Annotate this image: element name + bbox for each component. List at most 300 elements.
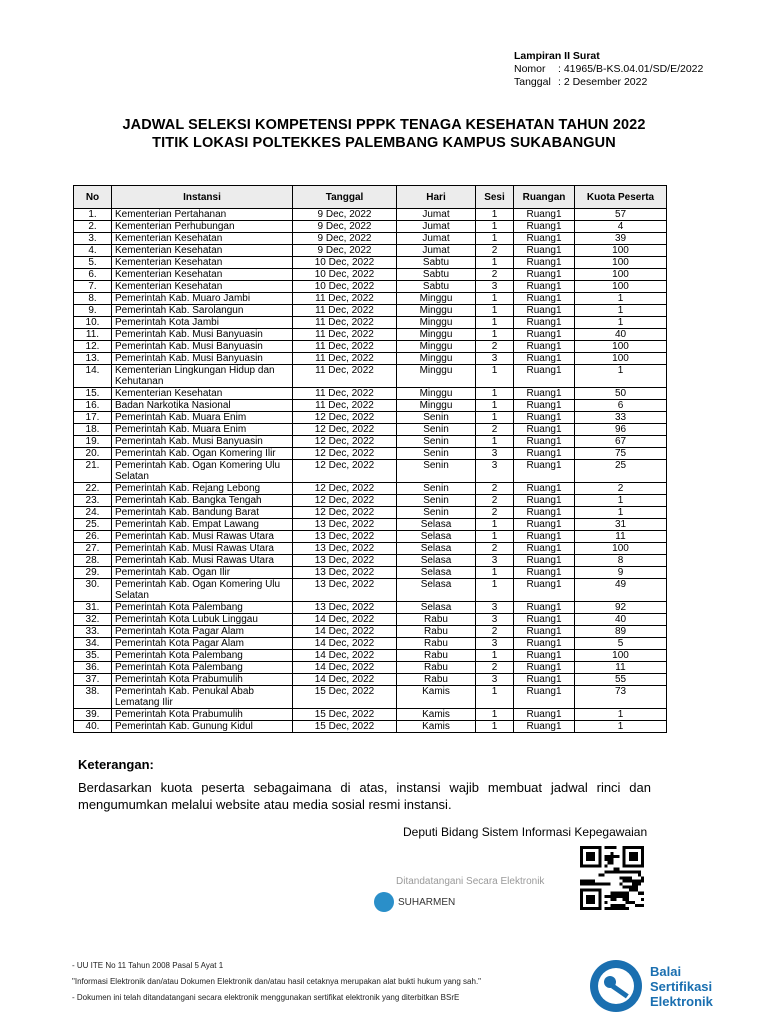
cell-kuota: 100 xyxy=(575,257,667,269)
nomor-value: : 41965/B-KS.04.01/SD/E/2022 xyxy=(558,63,704,75)
cell-kuota: 33 xyxy=(575,412,667,424)
table-row xyxy=(74,519,667,531)
cell-hari: Senin xyxy=(397,436,476,448)
cell-sesi: 1 xyxy=(476,531,514,543)
table-row xyxy=(74,531,667,543)
cell-hari: Rabu xyxy=(397,614,476,626)
cell-tanggal: 14 Dec, 2022 xyxy=(293,650,397,662)
cell-no: 24. xyxy=(74,507,112,519)
cell-tanggal: 12 Dec, 2022 xyxy=(293,448,397,460)
cell-instansi: Pemerintah Kab. Sarolangun xyxy=(112,305,293,317)
cell-instansi: Kementerian Kesehatan xyxy=(112,257,293,269)
cell-ruangan: Ruang1 xyxy=(514,555,575,567)
col-header: Tanggal xyxy=(293,186,397,209)
cell-hari: Minggu xyxy=(397,341,476,353)
cell-tanggal: 10 Dec, 2022 xyxy=(293,281,397,293)
cell-no: 16. xyxy=(74,400,112,412)
cell-kuota: 11 xyxy=(575,531,667,543)
cell-kuota: 96 xyxy=(575,424,667,436)
cell-hari: Senin xyxy=(397,448,476,460)
table-row xyxy=(74,436,667,448)
cell-tanggal: 14 Dec, 2022 xyxy=(293,662,397,674)
cell-hari: Minggu xyxy=(397,353,476,365)
cell-instansi: Pemerintah Kab. Bandung Barat xyxy=(112,507,293,519)
table-row xyxy=(74,460,667,483)
table-row xyxy=(74,674,667,686)
cell-hari: Jumat xyxy=(397,209,476,221)
cell-ruangan: Ruang1 xyxy=(514,448,575,460)
cell-sesi: 2 xyxy=(476,424,514,436)
cell-sesi: 1 xyxy=(476,412,514,424)
cell-kuota: 57 xyxy=(575,209,667,221)
cell-kuota: 1 xyxy=(575,721,667,733)
cell-kuota: 100 xyxy=(575,269,667,281)
cell-no: 14. xyxy=(74,365,112,388)
cell-sesi: 1 xyxy=(476,293,514,305)
cell-no: 17. xyxy=(74,412,112,424)
cell-sesi: 2 xyxy=(476,507,514,519)
cell-sesi: 2 xyxy=(476,543,514,555)
title-line-2: TITIK LOKASI POLTEKKES PALEMBANG KAMPUS SUKABANGUN xyxy=(152,135,616,151)
cell-no: 40. xyxy=(74,721,112,733)
cell-instansi: Badan Narkotika Nasional xyxy=(112,400,293,412)
cell-ruangan: Ruang1 xyxy=(514,388,575,400)
cell-instansi: Kementerian Pertahanan xyxy=(112,209,293,221)
cell-tanggal: 15 Dec, 2022 xyxy=(293,721,397,733)
deputi-title: Deputi Bidang Sistem Informasi Kepegawaian xyxy=(403,825,648,839)
cell-tanggal: 13 Dec, 2022 xyxy=(293,555,397,567)
table-row xyxy=(74,424,667,436)
cell-hari: Minggu xyxy=(397,293,476,305)
cell-sesi: 1 xyxy=(476,388,514,400)
tanggal-value: : 2 Desember 2022 xyxy=(558,76,648,88)
cell-no: 22. xyxy=(74,483,112,495)
table-row xyxy=(74,543,667,555)
cell-no: 29. xyxy=(74,567,112,579)
cell-ruangan: Ruang1 xyxy=(514,424,575,436)
cell-tanggal: 9 Dec, 2022 xyxy=(293,221,397,233)
cell-ruangan: Ruang1 xyxy=(514,209,575,221)
cell-hari: Senin xyxy=(397,483,476,495)
table-row xyxy=(74,602,667,614)
cell-ruangan: Ruang1 xyxy=(514,460,575,483)
cell-instansi: Pemerintah Kab. Musi Rawas Utara xyxy=(112,543,293,555)
col-header: Ruangan xyxy=(514,186,575,209)
cell-sesi: 3 xyxy=(476,448,514,460)
col-header: Kuota Peserta xyxy=(575,186,667,209)
cell-tanggal: 11 Dec, 2022 xyxy=(293,305,397,317)
signer-badge-icon xyxy=(374,892,394,912)
cell-instansi: Kementerian Kesehatan xyxy=(112,233,293,245)
table-row xyxy=(74,626,667,638)
table-row xyxy=(74,567,667,579)
table-header-row xyxy=(74,186,667,209)
table-row xyxy=(74,293,667,305)
bsre-line-3: Elektronik xyxy=(650,993,713,1009)
cell-ruangan: Ruang1 xyxy=(514,412,575,424)
cell-sesi: 1 xyxy=(476,257,514,269)
cell-tanggal: 10 Dec, 2022 xyxy=(293,257,397,269)
table-row xyxy=(74,353,667,365)
col-header: Hari xyxy=(397,186,476,209)
cell-ruangan: Ruang1 xyxy=(514,638,575,650)
cell-tanggal: 13 Dec, 2022 xyxy=(293,519,397,531)
cell-hari: Kamis xyxy=(397,721,476,733)
table-row xyxy=(74,412,667,424)
title-line-1: JADWAL SELEKSI KOMPETENSI PPPK TENAGA KESEHATAN TAHUN 2022 xyxy=(122,117,646,133)
cell-ruangan: Ruang1 xyxy=(514,674,575,686)
cell-sesi: 3 xyxy=(476,555,514,567)
cell-instansi: Pemerintah Kab. Musi Banyuasin xyxy=(112,353,293,365)
cell-hari: Selasa xyxy=(397,519,476,531)
cell-tanggal: 12 Dec, 2022 xyxy=(293,460,397,483)
cell-kuota: 39 xyxy=(575,233,667,245)
cell-tanggal: 11 Dec, 2022 xyxy=(293,388,397,400)
cell-kuota: 2 xyxy=(575,483,667,495)
table-row xyxy=(74,507,667,519)
table-row xyxy=(74,555,667,567)
cell-sesi: 1 xyxy=(476,233,514,245)
table-body xyxy=(74,209,667,733)
cell-sesi: 1 xyxy=(476,436,514,448)
cell-instansi: Pemerintah Kab. Empat Lawang xyxy=(112,519,293,531)
cell-tanggal: 14 Dec, 2022 xyxy=(293,674,397,686)
cell-no: 26. xyxy=(74,531,112,543)
cell-instansi: Pemerintah Kab. Ogan Ilir xyxy=(112,567,293,579)
cell-instansi: Pemerintah Kota Pagar Alam xyxy=(112,638,293,650)
cell-hari: Senin xyxy=(397,495,476,507)
cell-sesi: 2 xyxy=(476,269,514,281)
cell-no: 37. xyxy=(74,674,112,686)
cell-ruangan: Ruang1 xyxy=(514,531,575,543)
cell-instansi: Kementerian Lingkungan Hidup dan Kehutanan xyxy=(112,365,293,388)
cell-ruangan: Ruang1 xyxy=(514,507,575,519)
cell-no: 15. xyxy=(74,388,112,400)
cell-sesi: 3 xyxy=(476,614,514,626)
cell-instansi: Pemerintah Kab. Ogan Komering Ulu Selatan xyxy=(112,460,293,483)
cell-hari: Jumat xyxy=(397,245,476,257)
cell-tanggal: 11 Dec, 2022 xyxy=(293,353,397,365)
cell-sesi: 3 xyxy=(476,602,514,614)
cell-no: 11. xyxy=(74,329,112,341)
footer-line-3: - Dokumen ini telah ditandatangani secara elektronik menggunakan sertifikat elektronik yang diterbitkan BSrE xyxy=(72,993,460,1002)
col-header: Instansi xyxy=(112,186,293,209)
cell-sesi: 3 xyxy=(476,674,514,686)
cell-sesi: 1 xyxy=(476,579,514,602)
cell-no: 36. xyxy=(74,662,112,674)
cell-no: 3. xyxy=(74,233,112,245)
cell-ruangan: Ruang1 xyxy=(514,245,575,257)
cell-kuota: 100 xyxy=(575,650,667,662)
table-row xyxy=(74,483,667,495)
cell-no: 12. xyxy=(74,341,112,353)
cell-kuota: 40 xyxy=(575,329,667,341)
cell-hari: Rabu xyxy=(397,662,476,674)
cell-instansi: Pemerintah Kab. Musi Banyuasin xyxy=(112,341,293,353)
cell-kuota: 1 xyxy=(575,317,667,329)
cell-instansi: Pemerintah Kab. Gunung Kidul xyxy=(112,721,293,733)
cell-tanggal: 12 Dec, 2022 xyxy=(293,483,397,495)
cell-hari: Selasa xyxy=(397,567,476,579)
cell-tanggal: 12 Dec, 2022 xyxy=(293,424,397,436)
cell-ruangan: Ruang1 xyxy=(514,519,575,531)
cell-kuota: 92 xyxy=(575,602,667,614)
cell-hari: Selasa xyxy=(397,531,476,543)
table-row xyxy=(74,329,667,341)
keterangan-title: Keterangan: xyxy=(78,757,154,772)
table-row xyxy=(74,281,667,293)
signer-block xyxy=(374,892,455,912)
cell-instansi: Pemerintah Kota Palembang xyxy=(112,602,293,614)
cell-sesi: 2 xyxy=(476,626,514,638)
cell-hari: Minggu xyxy=(397,305,476,317)
cell-ruangan: Ruang1 xyxy=(514,579,575,602)
cell-no: 5. xyxy=(74,257,112,269)
cell-tanggal: 12 Dec, 2022 xyxy=(293,436,397,448)
cell-hari: Jumat xyxy=(397,221,476,233)
cell-hari: Sabtu xyxy=(397,281,476,293)
cell-kuota: 25 xyxy=(575,460,667,483)
cell-kuota: 73 xyxy=(575,686,667,709)
cell-kuota: 67 xyxy=(575,436,667,448)
table-row xyxy=(74,662,667,674)
cell-instansi: Pemerintah Kab. Musi Banyuasin xyxy=(112,329,293,341)
cell-no: 6. xyxy=(74,269,112,281)
cell-sesi: 1 xyxy=(476,209,514,221)
cell-ruangan: Ruang1 xyxy=(514,614,575,626)
table-row xyxy=(74,448,667,460)
table-row xyxy=(74,305,667,317)
cell-tanggal: 9 Dec, 2022 xyxy=(293,209,397,221)
cell-hari: Minggu xyxy=(397,317,476,329)
cell-tanggal: 13 Dec, 2022 xyxy=(293,567,397,579)
cell-ruangan: Ruang1 xyxy=(514,436,575,448)
cell-ruangan: Ruang1 xyxy=(514,400,575,412)
footer-notes xyxy=(72,960,481,1008)
cell-hari: Senin xyxy=(397,412,476,424)
col-header: Sesi xyxy=(476,186,514,209)
col-header: No xyxy=(74,186,112,209)
cell-no: 9. xyxy=(74,305,112,317)
table-row xyxy=(74,388,667,400)
cell-sesi: 1 xyxy=(476,650,514,662)
cell-no: 21. xyxy=(74,460,112,483)
cell-no: 27. xyxy=(74,543,112,555)
cell-kuota: 75 xyxy=(575,448,667,460)
signer-name: SUHARMEN xyxy=(398,896,456,908)
cell-no: 39. xyxy=(74,709,112,721)
table-row xyxy=(74,638,667,650)
cell-kuota: 11 xyxy=(575,662,667,674)
cell-kuota: 100 xyxy=(575,353,667,365)
cell-kuota: 100 xyxy=(575,281,667,293)
cell-ruangan: Ruang1 xyxy=(514,686,575,709)
cell-kuota: 1 xyxy=(575,305,667,317)
cell-sesi: 1 xyxy=(476,317,514,329)
cell-instansi: Pemerintah Kota Palembang xyxy=(112,650,293,662)
cell-hari: Senin xyxy=(397,507,476,519)
cell-sesi: 1 xyxy=(476,221,514,233)
cell-instansi: Pemerintah Kab. Muara Enim xyxy=(112,412,293,424)
cell-sesi: 1 xyxy=(476,365,514,388)
cell-no: 19. xyxy=(74,436,112,448)
cell-hari: Sabtu xyxy=(397,269,476,281)
cell-instansi: Pemerintah Kab. Muaro Jambi xyxy=(112,293,293,305)
cell-ruangan: Ruang1 xyxy=(514,365,575,388)
cell-tanggal: 12 Dec, 2022 xyxy=(293,495,397,507)
cell-sesi: 1 xyxy=(476,686,514,709)
cell-hari: Selasa xyxy=(397,555,476,567)
cell-sesi: 2 xyxy=(476,483,514,495)
cell-tanggal: 13 Dec, 2022 xyxy=(293,579,397,602)
table-row xyxy=(74,365,667,388)
cell-no: 25. xyxy=(74,519,112,531)
cell-hari: Rabu xyxy=(397,650,476,662)
cell-hari: Senin xyxy=(397,460,476,483)
cell-tanggal: 13 Dec, 2022 xyxy=(293,543,397,555)
cell-instansi: Pemerintah Kota Palembang xyxy=(112,662,293,674)
table-row xyxy=(74,269,667,281)
cell-tanggal: 12 Dec, 2022 xyxy=(293,412,397,424)
cell-ruangan: Ruang1 xyxy=(514,233,575,245)
cell-sesi: 1 xyxy=(476,329,514,341)
cell-instansi: Pemerintah Kota Prabumulih xyxy=(112,709,293,721)
cell-no: 31. xyxy=(74,602,112,614)
footer-line-2: "Informasi Elektronik dan/atau Dokumen Elektronik dan/atau hasil cetaknya merupakan alat bukti hukum yang sah." xyxy=(72,977,482,986)
cell-instansi: Pemerintah Kota Pagar Alam xyxy=(112,626,293,638)
cell-tanggal: 15 Dec, 2022 xyxy=(293,686,397,709)
cell-ruangan: Ruang1 xyxy=(514,281,575,293)
table-row xyxy=(74,721,667,733)
cell-kuota: 6 xyxy=(575,400,667,412)
cell-ruangan: Ruang1 xyxy=(514,721,575,733)
document-title xyxy=(0,116,768,152)
cell-no: 34. xyxy=(74,638,112,650)
table-row xyxy=(74,341,667,353)
cell-kuota: 9 xyxy=(575,567,667,579)
cell-hari: Minggu xyxy=(397,329,476,341)
cell-no: 33. xyxy=(74,626,112,638)
cell-instansi: Pemerintah Kab. Penukal Abab Lematang Ilir xyxy=(112,686,293,709)
cell-instansi: Pemerintah Kota Jambi xyxy=(112,317,293,329)
keterangan-body: Berdasarkan kuota peserta sebagaimana di atas, instansi wajib membuat jadwal rinci dan mengumumkan melalui website atau media sosial resmi instansi. xyxy=(78,780,651,812)
footer-line-1: - UU ITE No 11 Tahun 2008 Pasal 5 Ayat 1 xyxy=(72,961,224,970)
cell-tanggal: 11 Dec, 2022 xyxy=(293,317,397,329)
cell-sesi: 1 xyxy=(476,721,514,733)
cell-tanggal: 11 Dec, 2022 xyxy=(293,365,397,388)
cell-ruangan: Ruang1 xyxy=(514,662,575,674)
cell-kuota: 100 xyxy=(575,341,667,353)
cell-hari: Sabtu xyxy=(397,257,476,269)
schedule-table xyxy=(73,185,667,733)
bsre-line-1: Balai xyxy=(650,963,682,979)
cell-no: 28. xyxy=(74,555,112,567)
cell-ruangan: Ruang1 xyxy=(514,650,575,662)
table-row xyxy=(74,400,667,412)
cell-tanggal: 14 Dec, 2022 xyxy=(293,626,397,638)
cell-ruangan: Ruang1 xyxy=(514,353,575,365)
cell-instansi: Kementerian Kesehatan xyxy=(112,269,293,281)
cell-ruangan: Ruang1 xyxy=(514,483,575,495)
table-row xyxy=(74,686,667,709)
cell-kuota: 1 xyxy=(575,507,667,519)
cell-hari: Rabu xyxy=(397,626,476,638)
cell-sesi: 2 xyxy=(476,341,514,353)
cell-hari: Selasa xyxy=(397,579,476,602)
cell-ruangan: Ruang1 xyxy=(514,567,575,579)
cell-hari: Minggu xyxy=(397,388,476,400)
cell-no: 8. xyxy=(74,293,112,305)
cell-kuota: 100 xyxy=(575,245,667,257)
cell-instansi: Pemerintah Kab. Rejang Lebong xyxy=(112,483,293,495)
cell-tanggal: 9 Dec, 2022 xyxy=(293,233,397,245)
cell-instansi: Pemerintah Kab. Ogan Komering Ilir xyxy=(112,448,293,460)
lampiran-title: Lampiran II Surat xyxy=(514,50,600,62)
cell-tanggal: 11 Dec, 2022 xyxy=(293,400,397,412)
cell-sesi: 1 xyxy=(476,519,514,531)
cell-instansi: Pemerintah Kab. Musi Rawas Utara xyxy=(112,531,293,543)
cell-sesi: 3 xyxy=(476,281,514,293)
cell-tanggal: 12 Dec, 2022 xyxy=(293,507,397,519)
cell-sesi: 2 xyxy=(476,662,514,674)
cell-tanggal: 11 Dec, 2022 xyxy=(293,293,397,305)
cell-no: 38. xyxy=(74,686,112,709)
cell-tanggal: 10 Dec, 2022 xyxy=(293,269,397,281)
cell-hari: Senin xyxy=(397,424,476,436)
cell-instansi: Kementerian Kesehatan xyxy=(112,388,293,400)
cell-hari: Kamis xyxy=(397,709,476,721)
cell-no: 20. xyxy=(74,448,112,460)
cell-hari: Rabu xyxy=(397,674,476,686)
cell-kuota: 50 xyxy=(575,388,667,400)
cell-instansi: Kementerian Kesehatan xyxy=(112,281,293,293)
cell-instansi: Pemerintah Kab. Muara Enim xyxy=(112,424,293,436)
table-row xyxy=(74,233,667,245)
cell-kuota: 1 xyxy=(575,365,667,388)
nomor-label: Nomor xyxy=(514,63,546,75)
cell-kuota: 5 xyxy=(575,638,667,650)
cell-tanggal: 11 Dec, 2022 xyxy=(293,329,397,341)
cell-kuota: 31 xyxy=(575,519,667,531)
cell-sesi: 3 xyxy=(476,353,514,365)
table-row xyxy=(74,495,667,507)
cell-ruangan: Ruang1 xyxy=(514,709,575,721)
cell-ruangan: Ruang1 xyxy=(514,293,575,305)
cell-hari: Minggu xyxy=(397,400,476,412)
cell-sesi: 2 xyxy=(476,495,514,507)
cell-no: 13. xyxy=(74,353,112,365)
cell-no: 10. xyxy=(74,317,112,329)
cell-tanggal: 11 Dec, 2022 xyxy=(293,341,397,353)
qr-code-icon xyxy=(580,846,644,910)
cell-ruangan: Ruang1 xyxy=(514,269,575,281)
table-row xyxy=(74,579,667,602)
cell-kuota: 55 xyxy=(575,674,667,686)
cell-sesi: 1 xyxy=(476,400,514,412)
cell-tanggal: 14 Dec, 2022 xyxy=(293,638,397,650)
cell-hari: Selasa xyxy=(397,602,476,614)
cell-ruangan: Ruang1 xyxy=(514,602,575,614)
cell-ruangan: Ruang1 xyxy=(514,543,575,555)
cell-sesi: 3 xyxy=(476,638,514,650)
cell-ruangan: Ruang1 xyxy=(514,317,575,329)
cell-no: 32. xyxy=(74,614,112,626)
tanggal-label: Tanggal xyxy=(514,76,551,88)
cell-kuota: 4 xyxy=(575,221,667,233)
esign-text: Ditandatangani Secara Elektronik xyxy=(396,876,545,887)
table-row xyxy=(74,245,667,257)
cell-instansi: Kementerian Kesehatan xyxy=(112,245,293,257)
